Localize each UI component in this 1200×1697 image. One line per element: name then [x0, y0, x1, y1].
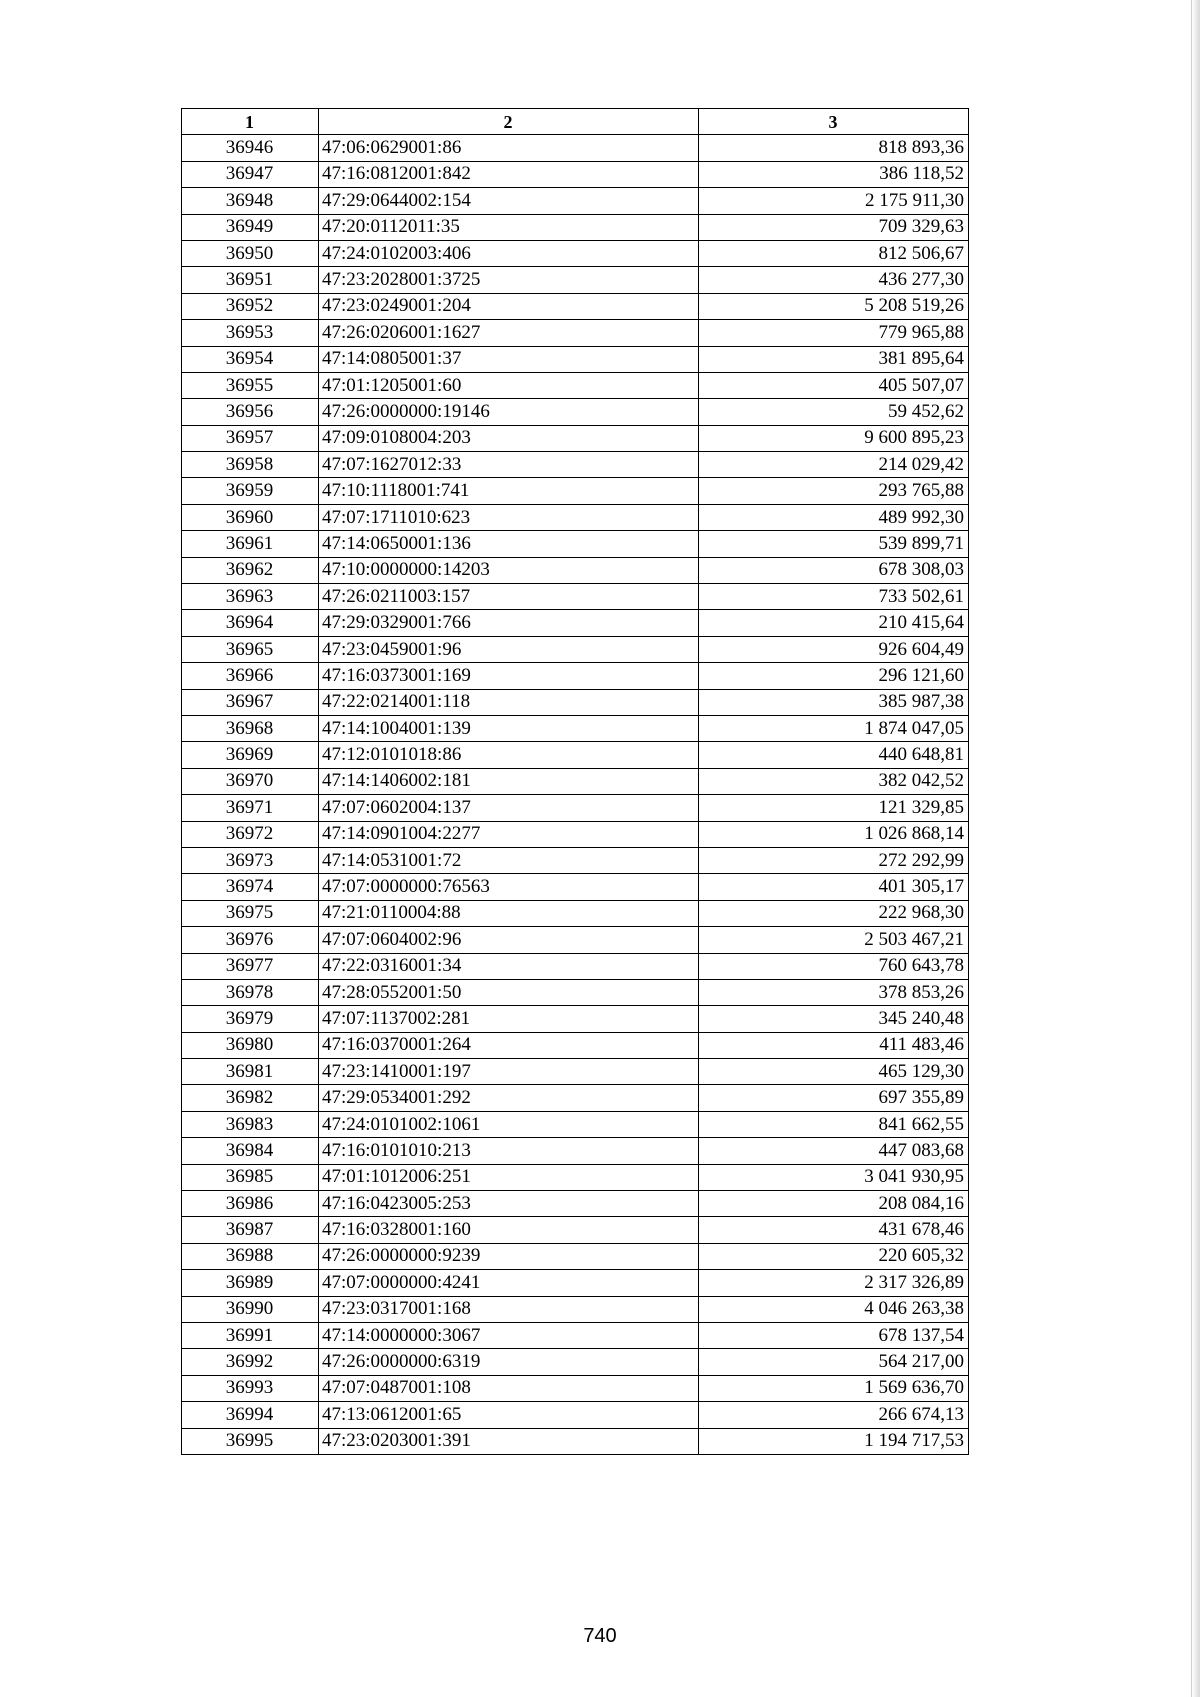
row-number-cell: 36963 [182, 584, 319, 610]
cadastral-number-cell: 47:13:0612001:65 [319, 1402, 699, 1428]
value-cell: 1 874 047,05 [699, 715, 969, 741]
cadastral-number-cell: 47:16:0423005:253 [319, 1191, 699, 1217]
table-row [182, 979, 969, 1005]
cadastral-number-cell: 47:10:0000000:14203 [319, 557, 699, 583]
table-row [182, 636, 969, 662]
row-number-cell: 36954 [182, 346, 319, 372]
row-number-cell: 36987 [182, 1217, 319, 1243]
cadastral-number-cell: 47:16:0328001:160 [319, 1217, 699, 1243]
row-number-cell: 36946 [182, 135, 319, 161]
row-number-cell: 36982 [182, 1085, 319, 1111]
value-cell: 436 277,30 [699, 267, 969, 293]
value-cell: 210 415,64 [699, 610, 969, 636]
table-row [182, 1138, 969, 1164]
value-cell: 405 507,07 [699, 372, 969, 398]
value-cell: 385 987,38 [699, 689, 969, 715]
column-header-value: 3 [699, 109, 969, 135]
table-row [182, 1402, 969, 1428]
cadastral-number-cell: 47:16:0812001:842 [319, 161, 699, 187]
table-row [182, 900, 969, 926]
row-number-cell: 36962 [182, 557, 319, 583]
value-cell: 121 329,85 [699, 795, 969, 821]
row-number-cell: 36995 [182, 1428, 319, 1454]
cadastral-number-cell: 47:26:0206001:1627 [319, 320, 699, 346]
table-row [182, 1322, 969, 1348]
value-cell: 447 083,68 [699, 1138, 969, 1164]
cadastral-number-cell: 47:07:0487001:108 [319, 1375, 699, 1401]
table-row [182, 715, 969, 741]
value-cell: 760 643,78 [699, 953, 969, 979]
table-row [182, 372, 969, 398]
row-number-cell: 36968 [182, 715, 319, 741]
value-cell: 296 121,60 [699, 663, 969, 689]
value-cell: 208 084,16 [699, 1191, 969, 1217]
value-cell: 926 604,49 [699, 636, 969, 662]
table-row [182, 1243, 969, 1269]
cadastral-number-cell: 47:01:1205001:60 [319, 372, 699, 398]
value-cell: 440 648,81 [699, 742, 969, 768]
row-number-cell: 36990 [182, 1296, 319, 1322]
value-cell: 220 605,32 [699, 1243, 969, 1269]
value-cell: 678 308,03 [699, 557, 969, 583]
cadastral-number-cell: 47:24:0102003:406 [319, 240, 699, 266]
cadastral-number-cell: 47:26:0000000:6319 [319, 1349, 699, 1375]
table-row [182, 927, 969, 953]
value-cell: 345 240,48 [699, 1006, 969, 1032]
table-row [182, 214, 969, 240]
table-row [182, 161, 969, 187]
page-edge [1191, 0, 1200, 1697]
value-cell: 5 208 519,26 [699, 293, 969, 319]
table-row [182, 795, 969, 821]
cadastral-number-cell: 47:24:0101002:1061 [319, 1111, 699, 1137]
value-cell: 841 662,55 [699, 1111, 969, 1137]
cadastral-number-cell: 47:07:0000000:4241 [319, 1270, 699, 1296]
value-cell: 2 175 911,30 [699, 188, 969, 214]
header-row [182, 109, 969, 135]
cadastral-number-cell: 47:07:0000000:76563 [319, 874, 699, 900]
cadastral-number-cell: 47:26:0000000:19146 [319, 399, 699, 425]
value-cell: 1 194 717,53 [699, 1428, 969, 1454]
table-row [182, 1164, 969, 1190]
cadastral-number-cell: 47:20:0112011:35 [319, 214, 699, 240]
row-number-cell: 36989 [182, 1270, 319, 1296]
value-cell: 59 452,62 [699, 399, 969, 425]
row-number-cell: 36956 [182, 399, 319, 425]
table-row [182, 1270, 969, 1296]
row-number-cell: 36992 [182, 1349, 319, 1375]
table-row [182, 768, 969, 794]
cadastral-number-cell: 47:14:1004001:139 [319, 715, 699, 741]
value-cell: 812 506,67 [699, 240, 969, 266]
cadastral-number-cell: 47:29:0644002:154 [319, 188, 699, 214]
row-number-cell: 36981 [182, 1059, 319, 1085]
table-row [182, 557, 969, 583]
row-number-cell: 36976 [182, 927, 319, 953]
cadastral-number-cell: 47:06:0629001:86 [319, 135, 699, 161]
row-number-cell: 36961 [182, 531, 319, 557]
cadastral-number-cell: 47:23:0317001:168 [319, 1296, 699, 1322]
table-row [182, 689, 969, 715]
row-number-cell: 36971 [182, 795, 319, 821]
value-cell: 3 041 930,95 [699, 1164, 969, 1190]
cadastral-number-cell: 47:14:0531001:72 [319, 847, 699, 873]
table-row [182, 1296, 969, 1322]
row-number-cell: 36958 [182, 452, 319, 478]
table-row [182, 1428, 969, 1454]
value-cell: 779 965,88 [699, 320, 969, 346]
value-cell: 214 029,42 [699, 452, 969, 478]
value-cell: 9 600 895,23 [699, 425, 969, 451]
row-number-cell: 36965 [182, 636, 319, 662]
table-row [182, 610, 969, 636]
cadastral-number-cell: 47:07:1137002:281 [319, 1006, 699, 1032]
value-cell: 4 046 263,38 [699, 1296, 969, 1322]
row-number-cell: 36969 [182, 742, 319, 768]
row-number-cell: 36947 [182, 161, 319, 187]
row-number-cell: 36993 [182, 1375, 319, 1401]
row-number-cell: 36994 [182, 1402, 319, 1428]
table-row [182, 1191, 969, 1217]
row-number-cell: 36978 [182, 979, 319, 1005]
table-row [182, 425, 969, 451]
table-row [182, 240, 969, 266]
value-cell: 378 853,26 [699, 979, 969, 1005]
table-row [182, 874, 969, 900]
row-number-cell: 36964 [182, 610, 319, 636]
table-row [182, 346, 969, 372]
cadastral-number-cell: 47:28:0552001:50 [319, 979, 699, 1005]
value-cell: 411 483,46 [699, 1032, 969, 1058]
value-cell: 293 765,88 [699, 478, 969, 504]
value-cell: 465 129,30 [699, 1059, 969, 1085]
page-number: 740 [583, 1625, 617, 1647]
value-cell: 401 305,17 [699, 874, 969, 900]
cadastral-number-cell: 47:26:0000000:9239 [319, 1243, 699, 1269]
cadastral-number-cell: 47:07:1711010:623 [319, 504, 699, 530]
table-row [182, 584, 969, 610]
row-number-cell: 36953 [182, 320, 319, 346]
row-number-cell: 36966 [182, 663, 319, 689]
cadastral-number-cell: 47:14:0805001:37 [319, 346, 699, 372]
row-number-cell: 36979 [182, 1006, 319, 1032]
table-row [182, 399, 969, 425]
row-number-cell: 36984 [182, 1138, 319, 1164]
row-number-cell: 36983 [182, 1111, 319, 1137]
cadastral-number-cell: 47:22:0214001:118 [319, 689, 699, 715]
value-cell: 489 992,30 [699, 504, 969, 530]
row-number-cell: 36991 [182, 1322, 319, 1348]
value-cell: 381 895,64 [699, 346, 969, 372]
cadastral-number-cell: 47:23:1410001:197 [319, 1059, 699, 1085]
cadastral-number-cell: 47:14:1406002:181 [319, 768, 699, 794]
table-row [182, 847, 969, 873]
cadastral-number-cell: 47:29:0329001:766 [319, 610, 699, 636]
row-number-cell: 36950 [182, 240, 319, 266]
table-row [182, 953, 969, 979]
value-cell: 818 893,36 [699, 135, 969, 161]
cadastral-number-cell: 47:10:1118001:741 [319, 478, 699, 504]
cadastral-number-cell: 47:23:0249001:204 [319, 293, 699, 319]
value-cell: 733 502,61 [699, 584, 969, 610]
value-cell: 697 355,89 [699, 1085, 969, 1111]
value-cell: 709 329,63 [699, 214, 969, 240]
row-number-cell: 36974 [182, 874, 319, 900]
row-number-cell: 36955 [182, 372, 319, 398]
table-row [182, 504, 969, 530]
table-row [182, 293, 969, 319]
cadastral-number-cell: 47:16:0370001:264 [319, 1032, 699, 1058]
cadastral-number-cell: 47:07:0602004:137 [319, 795, 699, 821]
value-cell: 678 137,54 [699, 1322, 969, 1348]
value-cell: 2 503 467,21 [699, 927, 969, 953]
table-row [182, 135, 969, 161]
row-number-cell: 36951 [182, 267, 319, 293]
cadastral-number-cell: 47:09:0108004:203 [319, 425, 699, 451]
table-header [182, 109, 969, 135]
value-cell: 431 678,46 [699, 1217, 969, 1243]
value-cell: 539 899,71 [699, 531, 969, 557]
value-cell: 222 968,30 [699, 900, 969, 926]
value-cell: 2 317 326,89 [699, 1270, 969, 1296]
table-row [182, 1349, 969, 1375]
row-number-cell: 36949 [182, 214, 319, 240]
row-number-cell: 36977 [182, 953, 319, 979]
value-cell: 1 026 868,14 [699, 821, 969, 847]
cadastral-number-cell: 47:22:0316001:34 [319, 953, 699, 979]
table-row [182, 1085, 969, 1111]
column-header-number: 1 [182, 109, 319, 135]
table-row [182, 1217, 969, 1243]
row-number-cell: 36972 [182, 821, 319, 847]
table-row [182, 821, 969, 847]
cadastral-number-cell: 47:23:0203001:391 [319, 1428, 699, 1454]
cadastral-number-cell: 47:23:0459001:96 [319, 636, 699, 662]
table-body [182, 135, 969, 1455]
table-row [182, 320, 969, 346]
table-row [182, 663, 969, 689]
table-row [182, 1375, 969, 1401]
row-number-cell: 36985 [182, 1164, 319, 1190]
cadastral-number-cell: 47:23:2028001:3725 [319, 267, 699, 293]
row-number-cell: 36970 [182, 768, 319, 794]
table-row [182, 1032, 969, 1058]
row-number-cell: 36980 [182, 1032, 319, 1058]
column-header-cadastral-number: 2 [319, 109, 699, 135]
row-number-cell: 36957 [182, 425, 319, 451]
table-row [182, 742, 969, 768]
row-number-cell: 36960 [182, 504, 319, 530]
row-number-cell: 36959 [182, 478, 319, 504]
row-number-cell: 36986 [182, 1191, 319, 1217]
cadastral-number-cell: 47:14:0650001:136 [319, 531, 699, 557]
cadastral-number-cell: 47:14:0901004:2277 [319, 821, 699, 847]
data-table [181, 108, 969, 1455]
table-row [182, 478, 969, 504]
value-cell: 266 674,13 [699, 1402, 969, 1428]
cadastral-number-cell: 47:07:0604002:96 [319, 927, 699, 953]
row-number-cell: 36948 [182, 188, 319, 214]
cadastral-number-cell: 47:21:0110004:88 [319, 900, 699, 926]
table-row [182, 1059, 969, 1085]
value-cell: 564 217,00 [699, 1349, 969, 1375]
value-cell: 386 118,52 [699, 161, 969, 187]
cadastral-number-cell: 47:01:1012006:251 [319, 1164, 699, 1190]
cadastral-number-cell: 47:14:0000000:3067 [319, 1322, 699, 1348]
value-cell: 272 292,99 [699, 847, 969, 873]
table-row [182, 452, 969, 478]
table-row [182, 267, 969, 293]
cadastral-number-cell: 47:16:0373001:169 [319, 663, 699, 689]
row-number-cell: 36975 [182, 900, 319, 926]
row-number-cell: 36973 [182, 847, 319, 873]
row-number-cell: 36952 [182, 293, 319, 319]
cadastral-number-cell: 47:26:0211003:157 [319, 584, 699, 610]
cadastral-number-cell: 47:12:0101018:86 [319, 742, 699, 768]
table-row [182, 1006, 969, 1032]
table-row [182, 531, 969, 557]
table-row [182, 1111, 969, 1137]
cadastral-number-cell: 47:29:0534001:292 [319, 1085, 699, 1111]
table-row [182, 188, 969, 214]
row-number-cell: 36988 [182, 1243, 319, 1269]
row-number-cell: 36967 [182, 689, 319, 715]
cadastral-number-cell: 47:16:0101010:213 [319, 1138, 699, 1164]
value-cell: 382 042,52 [699, 768, 969, 794]
value-cell: 1 569 636,70 [699, 1375, 969, 1401]
cadastral-number-cell: 47:07:1627012:33 [319, 452, 699, 478]
